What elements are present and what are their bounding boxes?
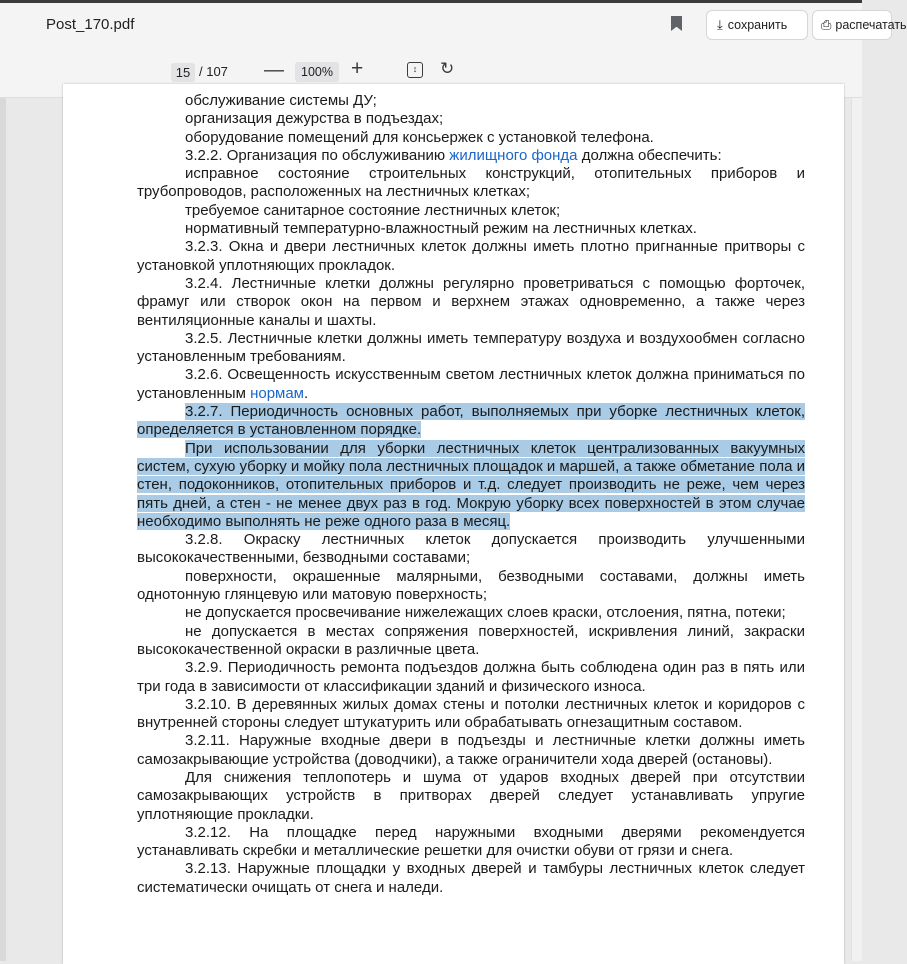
text-span: должна обеспечить: xyxy=(577,146,722,164)
text-selection: 3.2.7. Периодичность основных работ, выполняемых при уборке лестничных клеток, определяется в установленном порядке. xyxy=(137,403,805,439)
rotate-icon[interactable]: ↻ xyxy=(440,59,455,78)
zoom-level-input[interactable]: 100% xyxy=(295,62,339,82)
vertical-scrollbar[interactable] xyxy=(851,98,862,961)
paragraph: 3.2.8. Окраску лестничных клеток допускается производить улучшенными высококачественными, безводными составами; xyxy=(137,531,805,567)
paragraph: требуемое санитарное состояние лестничных клеток; xyxy=(185,201,561,219)
save-button[interactable] xyxy=(706,10,808,40)
paragraph: 3.2.12. На площадке перед наружными входными дверями рекомендуется устанавливать скребки и металлические решетки для очистки обуви от грязи и снега. xyxy=(137,823,805,860)
link-norms[interactable]: нормам xyxy=(250,384,304,402)
paragraph: оборудование помещений для консьержек с установкой телефона. xyxy=(185,128,654,146)
document-viewer[interactable] xyxy=(0,92,862,961)
paragraph: Для снижения теплопотерь и шума от ударов входных дверей при отсутствии самозакрывающих устройств в притворах дверей следует устанавливать упругие уплотняющие прокладки. xyxy=(137,768,805,823)
print-button[interactable] xyxy=(812,10,907,40)
zoom-out-button[interactable]: — xyxy=(264,59,284,81)
text-span: 3.2.2. Организация по обслуживанию xyxy=(185,146,450,164)
paragraph: организация дежурства в подъездах; xyxy=(185,110,444,128)
page-number-input[interactable]: 15 xyxy=(171,63,195,82)
selected-paragraph xyxy=(137,440,805,531)
paragraph: не допускается просвечивание нижележащих слоев краски, отслоения, пятна, потеки; xyxy=(185,604,786,622)
paragraph: обслуживание системы ДУ; xyxy=(185,92,377,109)
paragraph: 3.2.13. Наружные площадки у входных дверей и тамбуры лестничных клеток следует систематически очищать от снега и наледи. xyxy=(137,860,805,896)
paragraph xyxy=(137,366,805,403)
bookmark-icon[interactable] xyxy=(671,16,682,31)
pdf-page xyxy=(63,84,844,964)
text-selection: При использовании для уборки лестничных клеток централизованных вакуумных систем, сухую уборку и мойку пола лестничных площадок и маршей, а также обметание пола и стен, подоконников, отопительных приборов и т.д. следует производить не реже, чем через пять дней, а стен - не менее двух раз в год. Мокрую уборку всех поверхностей в этом случае необходимо выполнять не реже одного раза в месяц. xyxy=(137,439,805,530)
paragraph: исправное состояние строительных конструкций, отопительных приборов и трубопроводов, расположенных на лестничных клетках; xyxy=(137,165,805,201)
download-icon: ⤓ xyxy=(717,17,723,32)
paragraph: нормативный температурно-влажностный режим на лестничных клетках. xyxy=(185,220,697,238)
paragraph: поверхности, окрашенные малярными, безводными составами, должны иметь однотонную глянцевую или матовую поверхность; xyxy=(137,567,805,604)
paragraph xyxy=(137,147,805,165)
link-housing-fund[interactable]: жилищного фонда xyxy=(449,146,578,164)
paragraph: 3.2.3. Окна и двери лестничных клеток должны иметь плотно пригнанные притворы с установкой уплотняющих прокладок. xyxy=(137,238,805,274)
zoom-in-button[interactable]: + xyxy=(351,57,364,80)
document-title: Post_170.pdf xyxy=(46,16,135,33)
text-span: . xyxy=(304,384,309,402)
paragraph: 3.2.4. Лестничные клетки должны регулярно проветриваться с помощью форточек, фрамуг или створок окон на первом и верхнем этажах одновременно, а также через вентиляционные каналы и шахты. xyxy=(137,274,805,329)
paragraph: 3.2.9. Периодичность ремонта подъездов должна быть соблюдена один раз в пять или три года в зависимости от классификации зданий и физического износа. xyxy=(137,659,805,695)
printer-icon: ⎙ xyxy=(821,17,832,32)
save-label: сохранить xyxy=(727,18,788,32)
page-total: / 107 xyxy=(199,64,228,79)
fit-page-icon[interactable]: ↕ xyxy=(407,62,423,78)
print-label: распечатать xyxy=(835,18,907,32)
text-span: 3.2.6. Освещенность искусственным светом лестничных клеток должна приниматься по установленным xyxy=(137,366,805,402)
paragraph: 3.2.5. Лестничные клетки должны иметь температуру воздуха и воздухообмен согласно установленным требованиям. xyxy=(137,329,805,366)
page-text xyxy=(137,92,805,897)
top-bar xyxy=(0,0,907,46)
paragraph: 3.2.10. В деревянных жилых домах стены и потолки лестничных клеток и коридоров с внутренней стороны следует штукатурить или обрабатывать огнезащитным составом. xyxy=(137,695,805,732)
paragraph: 3.2.11. Наружные входные двери в подъезды и лестничные клетки должны иметь самозакрывающие устройства (доводчики), а также ограничители хода дверей (остановы). xyxy=(137,732,805,768)
paragraph: не допускается в местах сопряжения поверхностей, искривления линий, закраски высококачественной окраски в различные цвета. xyxy=(137,622,805,658)
selected-paragraph xyxy=(137,403,805,440)
sidebar-edge xyxy=(0,98,6,961)
